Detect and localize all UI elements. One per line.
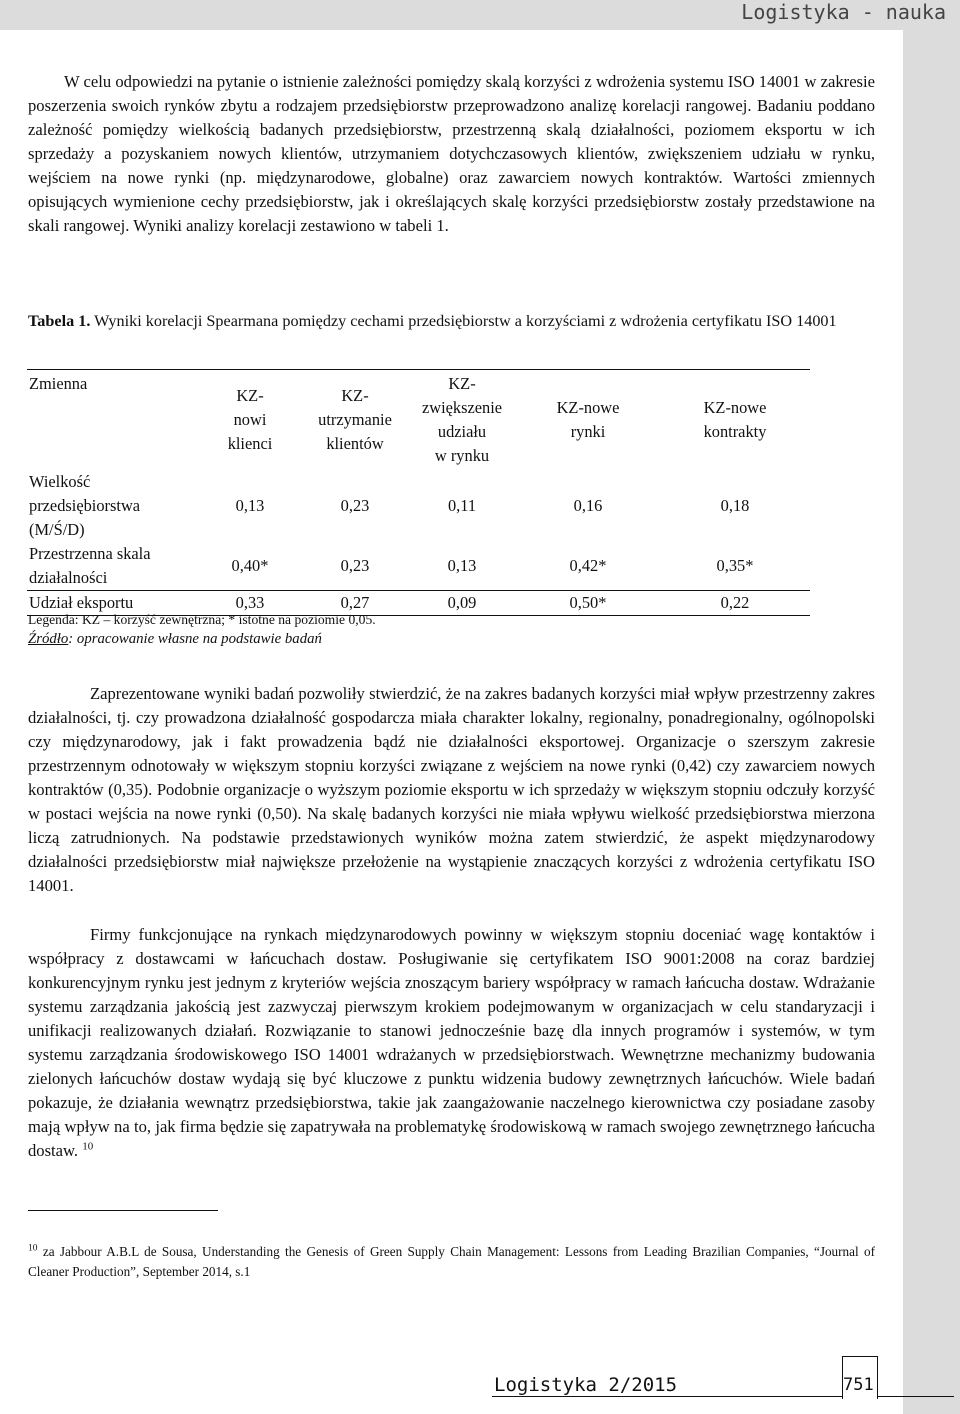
spearman-correlation-table [27,369,810,616]
table-cell: 0,13 [235,495,265,515]
footer-rule [492,1396,954,1397]
table-corner-header: Zmienna [27,370,198,470]
column-header: KZ- utrzymanie klientów [302,370,408,470]
page-number: 751 [843,1375,874,1395]
table-caption [28,309,875,333]
footnote-marker: 10 [28,1243,38,1254]
table-legend: Legenda: KZ – korzyść zewnętrzna; * istotne na poziomie 0,05. [28,612,376,627]
table-cell: 0,09 [408,590,516,615]
table-cell: 0,13 [447,555,477,575]
table-cell: 0,23 [340,555,370,575]
paragraph-supply-chain: Firmy funkcjonujące na rynkach międzynarodowych powinny w większym stopniu doceniać wagę kontaktów i współpracy z dostawcami w łańcuchach dostaw. Posługiwanie się certyfikatem ISO 9001:2008 na coraz bardziej konkurencyjnym rynku jest jednym z kryteriów wejścia znoszącym bariery współpracy w ramach łańcucha dostaw. Wdrażanie systemu zarządzania jakością jest zazwyczaj pierwszym krokiem podejmowanym w organizacjach w celu standaryzacji i unifikacji realizowanych działań. Rozwiązanie to stanowi jednocześnie bazę dla innych programów i systemów, w tym systemu zarządzania środowiskowego ISO 14001 wdrażanych w przedsiębiorstwach. Wewnętrzne mechanizmy budowania zielonych łańcuchów dostaw wydają się być kluczowe z punktu widzenia budowy zewnętrznych łańcuchów. Wiele badań pokazuje, że działania wewnątrz przedsiębiorstwa, takie jak zaangażowanie naczelnego kierownictwa czy posiadane zasoby mają wpływ na to, jak firma będzie się zapatrywała na problematykę środowiskową w ramach swojego zewnętrznego łańcucha dostaw. $^{10}$ [28,925,875,1160]
table-cell: 0,33 [198,590,302,615]
table-cell: 0,23 [340,495,370,515]
table-cell: 0,18 [720,495,750,515]
table-header-row [27,370,810,470]
column-header: KZ-nowe kontrakty [660,370,810,470]
column-header: KZ-nowe rynki [516,370,660,470]
paragraph-results-discussion: Zaprezentowane wyniki badań pozwoliły stwierdzić, że na zakres badanych korzyści miał wpływ przestrzenny zakres działalności, tj. czy prowadzona działalność gospodarcza miała charakter lokalny, regionalny, ponadregionalny, ogólnopolski czy międzynarodowy, jak i fakt prowadzenia bądź nie działalności eksportowej. Organizacje o szerszym zakresie przestrzennym odnotowały w większym stopniu korzyści związane z wejściem na nowe rynki (0,42) czy zawarciem nowych kontraktów (0,35). Podobnie organizacje o wyższym poziomie eksportu w ich sprzedaży w większym stopniu odczuły korzyść w postaci wejścia na nowe rynki (0,50). Na skalę badanych korzyści nie miała wpływu wielkość przedsiębiorstwa mierzona liczą zatrudnionych. Na podstawie przedstawionych wyników można zatem stwierdzić, że aspekt międzynarodowy działalności przedsiębiorstw miał największe przełożenie na wystąpienie znaczących korzyści z wdrożenia certyfikatu ISO 14001. [28,684,875,895]
table-cell: 0,35* [716,555,754,575]
running-header: Logistyka - nauka [741,0,946,24]
table-row [27,470,810,542]
table-cell: 0,11 [447,495,477,515]
header-bar [0,0,960,30]
table-cell: 0,50* [516,590,660,615]
row-label: Udział eksportu [27,590,198,615]
page [0,30,903,1414]
column-header: KZ- zwiększenie udziału w rynku [408,370,516,470]
table-cell: 0,40* [231,555,269,575]
table-cell: 0,22 [660,590,810,615]
table-cell: 0,27 [302,590,408,615]
table-caption-label: Tabela 1. [28,312,91,330]
footnote-separator [28,1210,218,1211]
row-label: Przestrzenna skala działalności [29,543,151,587]
table-cell: 0,16 [573,495,603,515]
table-source: Źródło: opracowanie własne na podstawie badań [28,631,322,647]
footnote: $^{10}$ za Jabbour A.B.L de Sousa, Understanding the Genesis of Green Supply Chain Management: Lessons from Leading Brazilian Companies, “Journal of Cleaner Production”, September 2014, s.1 [28,1243,875,1279]
footer-journal: Logistyka 2/2015 [494,1374,678,1396]
row-label: Wielkość przedsiębiorstwa (M/Ś/D) [29,471,141,539]
table-caption-text: Wyniki korelacji Spearmana pomiędzy cechami przedsiębiorstw a korzyściami z wdrożenia certyfikatu ISO 14001 [90,312,837,330]
column-header: KZ- nowi klienci [198,370,302,470]
table-row [27,542,810,591]
table-cell: 0,42* [569,555,607,575]
paragraph-correlation-intro: W celu odpowiedzi na pytanie o istnienie zależności pomiędzy skalą korzyści z wdrożenia systemu ISO 14001 w zakresie poszerzenia swoich rynków zbytu a rodzajem przedsiębiorstw przeprowadzono analizę korelacji rangowej. Badaniu poddano zależność pomiędzy wielkością badanych przedsiębiorstw, przestrzenną skalą działalności, poziomem eksportu w ich sprzedaży a pozyskaniem nowych klientów, utrzymaniem dotychczasowych klientów, zwiększeniem udziału w rynku, wejściem na nowe rynki (np. międzynarodowe, globalne) oraz zawarciem nowych kontraktów. Wartości zmiennych opisujących wymienione cechy przedsiębiorstw, jak i określających skalę korzyści przedsiębiorstw zostały przedstawione na skali rangowej. Wyniki analizy korelacji zestawiono w tabeli 1. [28,72,875,235]
footnote-reference[interactable]: 10 [82,1140,94,1153]
